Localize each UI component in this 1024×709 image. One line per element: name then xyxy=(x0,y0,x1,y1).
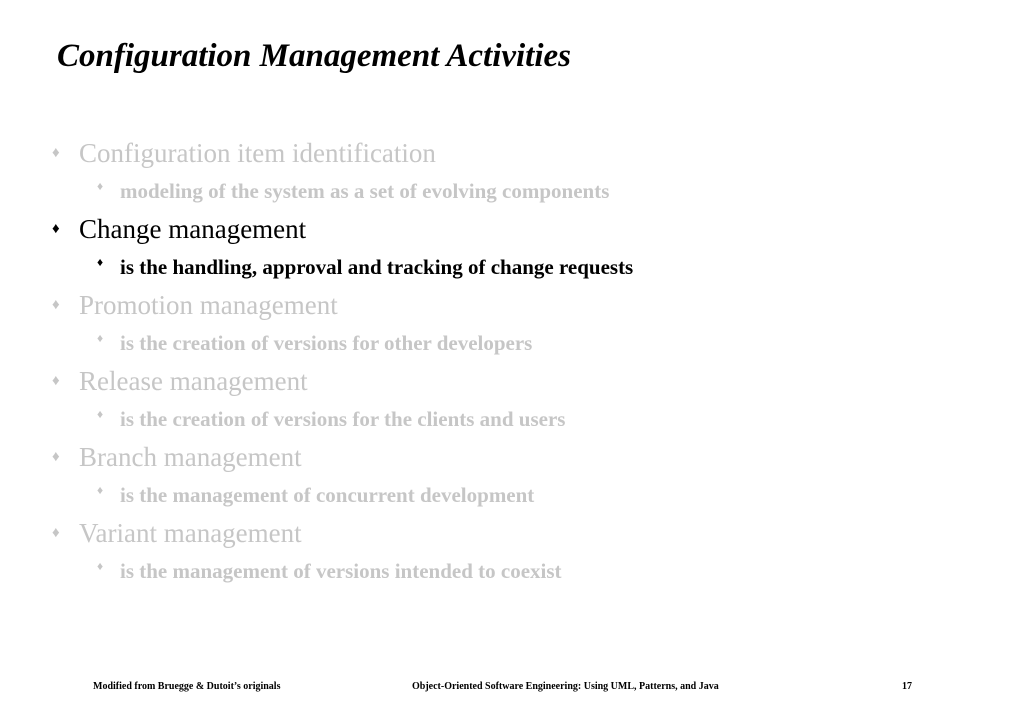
footer-attribution: Modified from Bruegge & Dutoit’s originals xyxy=(93,681,281,692)
small-diamond-bullet-icon: ♦ xyxy=(97,407,104,421)
sub-item-row xyxy=(50,248,990,286)
footer-page-number: 17 xyxy=(902,681,912,692)
slide-title: Configuration Management Activities xyxy=(57,38,571,74)
list-item-label: Release management xyxy=(79,365,308,396)
sub-item-label: is the management of versions intended to coexist xyxy=(120,558,562,583)
sub-item-row xyxy=(50,476,990,514)
list-item-label: Configuration item identification xyxy=(79,137,436,168)
list-item-label: Promotion management xyxy=(79,289,338,320)
list-item-row xyxy=(50,362,990,400)
list-item-row xyxy=(50,438,990,476)
sub-item-row xyxy=(50,400,990,438)
list-item-branch-management xyxy=(50,438,990,514)
sub-item-row xyxy=(50,552,990,590)
list-item-label: Variant management xyxy=(79,517,302,548)
list-item-promotion-management xyxy=(50,286,990,362)
list-item-label: Branch management xyxy=(79,441,302,472)
sub-item-row xyxy=(50,172,990,210)
diamond-bullet-icon: ♦ xyxy=(52,448,60,465)
sub-item-label: modeling of the system as a set of evolving components xyxy=(120,178,610,203)
list-item-label: Change management xyxy=(79,213,307,244)
small-diamond-bullet-icon: ♦ xyxy=(97,255,104,269)
list-item-configuration-item-identification xyxy=(50,134,990,210)
diamond-bullet-icon: ♦ xyxy=(52,220,60,237)
list-item-change-management xyxy=(50,210,990,286)
list-item-release-management xyxy=(50,362,990,438)
list-item-variant-management xyxy=(50,514,990,590)
diamond-bullet-icon: ♦ xyxy=(52,296,60,313)
diamond-bullet-icon: ♦ xyxy=(52,524,60,541)
list-item-row xyxy=(50,210,990,248)
small-diamond-bullet-icon: ♦ xyxy=(97,331,104,345)
sub-item-label: is the handling, approval and tracking of change requests xyxy=(120,254,634,279)
small-diamond-bullet-icon: ♦ xyxy=(97,483,104,497)
footer-book-title: Object-Oriented Software Engineering: Using UML, Patterns, and Java xyxy=(412,681,719,692)
small-diamond-bullet-icon: ♦ xyxy=(97,559,104,573)
small-diamond-bullet-icon: ♦ xyxy=(97,179,104,193)
sub-item-label: is the management of concurrent development xyxy=(120,482,535,507)
sub-item-label: is the creation of versions for the clients and users xyxy=(120,406,566,431)
list-item-row xyxy=(50,286,990,324)
diamond-bullet-icon: ♦ xyxy=(52,144,60,161)
diamond-bullet-icon: ♦ xyxy=(52,372,60,389)
sub-item-label: is the creation of versions for other developers xyxy=(120,330,533,355)
bullet-list xyxy=(50,134,990,590)
list-item-row xyxy=(50,134,990,172)
list-item-row xyxy=(50,514,990,552)
sub-item-row xyxy=(50,324,990,362)
